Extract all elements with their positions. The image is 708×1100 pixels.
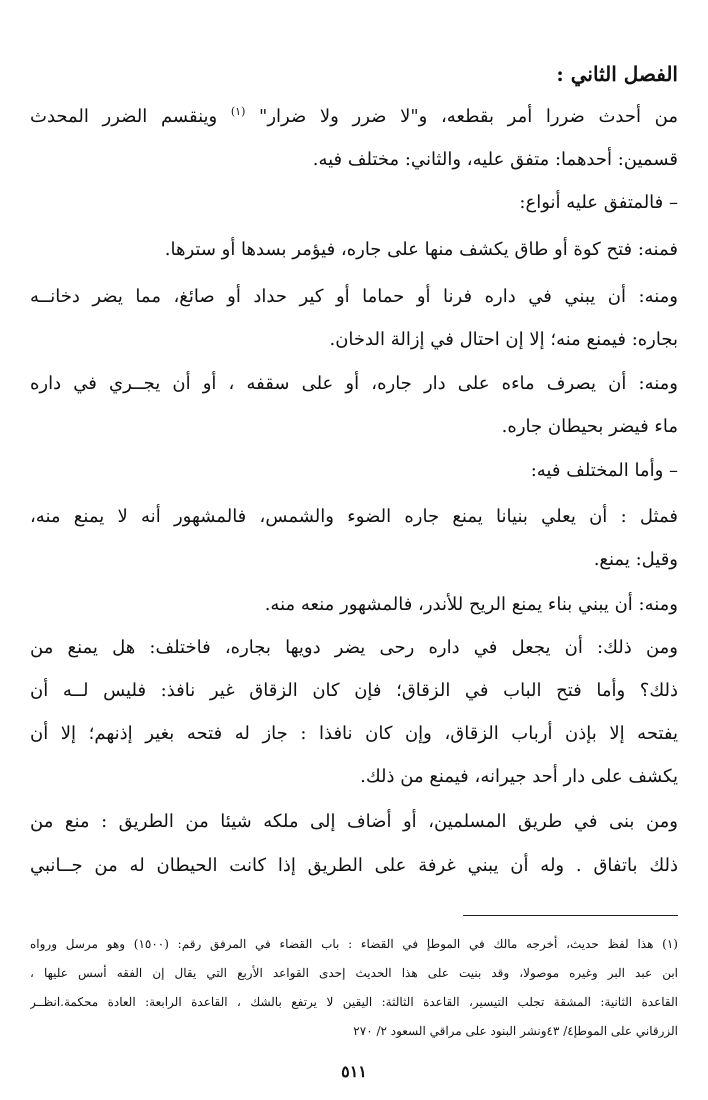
footnote-line: (١) هذا لفظ حديث، أخرجه مالك في الموطإ في القضاء : باب القضاء في المرفق رقم: (١٥٠٠) وهو مرسل ورواه bbox=[30, 937, 678, 951]
body-line: وقيل: يمنع. bbox=[593, 549, 678, 570]
body-line: يكشف على دار أحد جيرانه، فيمنع من ذلك. bbox=[360, 766, 678, 787]
body-line: قسمين: أحدهما: متفق عليه، والثاني: مختلف فيه. bbox=[312, 149, 678, 170]
footnote-line: القاعدة الثانية: المشقة تجلب التيسير، القاعدة الثالثة: اليقين لا يرتفع بالشك ، القاعدة الرابعة: العادة محكمة.انظــر bbox=[30, 995, 678, 1009]
body-line-text: من أحدث ضررا أمر بقطعه، و"لا ضرر ولا ضرار" bbox=[245, 106, 678, 127]
body-line: ومن بنى في طريق المسلمين، أو أضاف إلى ملكه شيئا من الطريق : منع من bbox=[30, 811, 678, 832]
footnote-line: ابن عبد البر وغيره موصولا، وقد بنيت على هذا الحديث إحدى القواعد الأربع التي يقال إن الفقه أسس عليها ، bbox=[30, 966, 678, 980]
body-line: ذلك؟ وأما فتح الباب في الزقاق؛ فإن كان الزقاق غير نافذ: فليس لــه أن bbox=[30, 680, 678, 701]
body-line: – فالمتفق عليه أنواع: bbox=[519, 192, 678, 213]
body-line: ومن ذلك: أن يجعل في داره رحى يضر دويها بجاره، فاختلف: هل يمنع من bbox=[30, 637, 678, 658]
body-line: ومنه: أن يصرف ماءه على دار جاره، أو على سقفه ، أو أن يجــري في داره bbox=[30, 373, 678, 394]
body-line: ومنه: أن يبني بناء يمنع الريح للأندر، فالمشهور منعه منه. bbox=[264, 594, 678, 615]
footnote-line: الزرقاني على الموطإ٤/ ٤٣ونشر البنود على مراقي السعود ٢/ ٢٧٠ bbox=[353, 1024, 678, 1038]
body-line-text: وينقسم الضرر المحدث bbox=[30, 106, 231, 127]
footnote-reference: (١) bbox=[230, 105, 246, 118]
chapter-heading: الفصل الثاني : bbox=[556, 62, 678, 86]
body-line: – وأما المختلف فيه: bbox=[530, 460, 678, 481]
body-line: فمثل : أن يعلي بنيانا يمنع جاره الضوء والشمس، فالمشهور أنه لا يمنع منه، bbox=[30, 506, 678, 527]
footnote-divider bbox=[463, 915, 678, 916]
body-line: ماء فيضر بحيطان جاره. bbox=[501, 416, 678, 437]
body-line bbox=[30, 100, 678, 134]
body-line: ذلك باتفاق . وله أن يبني غرفة على الطريق إذا كانت الحيطان له من جــانبي bbox=[30, 855, 678, 876]
body-line: يفتحه إلا بإذن أرباب الزقاق، وإن كان نافذا : جاز له فتحه بغير إذنهم؛ إلا أن bbox=[30, 723, 678, 744]
body-line: بجاره: فيمنع منه؛ إلا إن احتال في إزالة الدخان. bbox=[329, 329, 678, 350]
body-line: فمنه: فتح كوة أو طاق يكشف منها على جاره، فيؤمر بسدها أو سترها. bbox=[164, 239, 678, 260]
page-number: ٥١١ bbox=[341, 1062, 367, 1081]
body-line: ومنه: أن يبني في داره فرنا أو حماما أو كير حداد أو صائغ، مما يضر دخانــه bbox=[30, 286, 678, 307]
